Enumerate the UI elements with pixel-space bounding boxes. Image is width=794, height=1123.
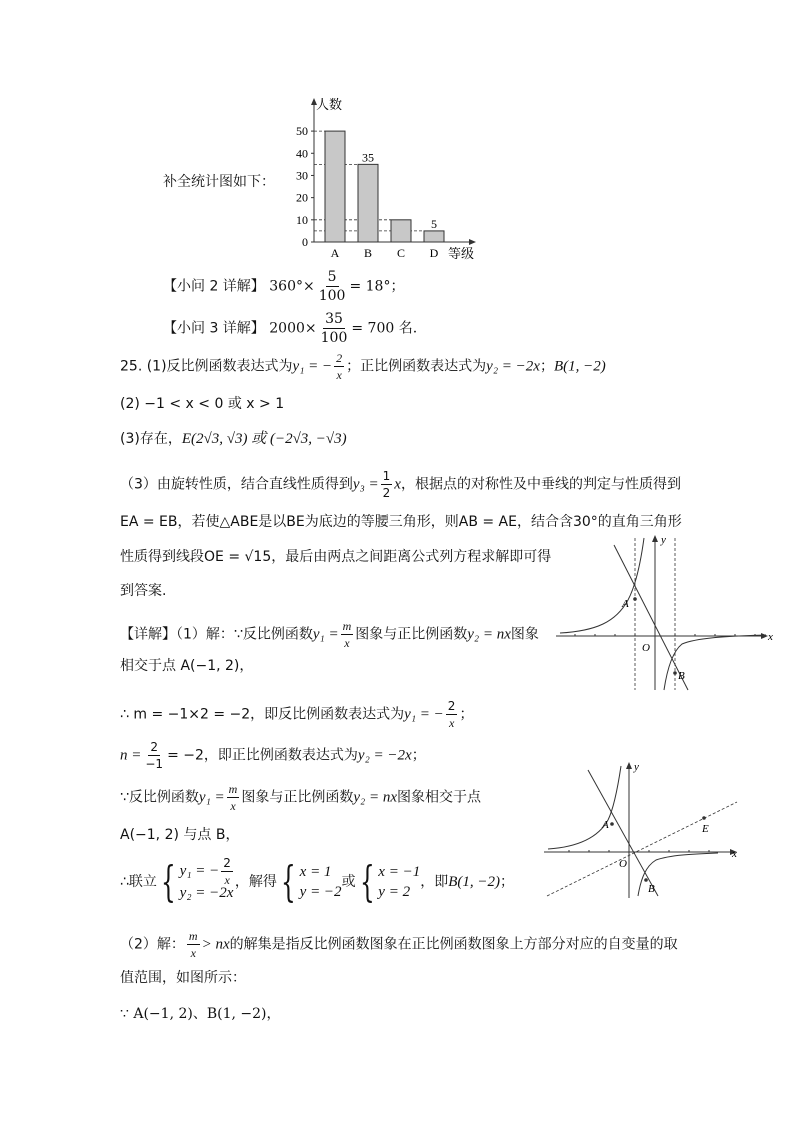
left-brace: { xyxy=(160,857,176,906)
label-O: O xyxy=(619,858,627,870)
l1-fraction xyxy=(334,352,344,381)
l11-y: y₂ = −2x xyxy=(357,747,412,764)
l10-c: ； xyxy=(459,706,474,723)
l11-den: −1 xyxy=(145,757,164,771)
answer-line-1 xyxy=(120,352,606,381)
l15-num: m xyxy=(188,929,198,943)
s3-a: x = −1 xyxy=(378,863,421,880)
q3-label: 【小问 3 详解】 xyxy=(163,320,265,337)
s1-num: 2 xyxy=(223,855,231,870)
l15-den: x xyxy=(190,946,196,960)
point-A xyxy=(633,597,637,601)
s2-b: y = −2 xyxy=(299,883,342,900)
y-tick-label-10: 10 xyxy=(296,212,308,227)
l11-fraction xyxy=(143,741,165,770)
l3-a: (3)存在， xyxy=(120,431,182,447)
detail-line-2: 相交于点 A(−1, 2)， xyxy=(120,658,254,674)
bar-B xyxy=(358,164,378,242)
l1-b: ；正比例函数表达式为 xyxy=(346,358,487,375)
hyperbola-left-branch xyxy=(560,538,644,633)
q2-a: 360°× xyxy=(269,278,315,295)
label-y: y xyxy=(661,534,666,546)
q2-line xyxy=(163,270,404,303)
l12-c: 图象相交于点 xyxy=(397,789,481,806)
label-y: y xyxy=(634,761,639,773)
y-tick-label-20: 20 xyxy=(296,190,308,205)
x-tick-label-A: A xyxy=(330,246,340,260)
l8-a: 【详解】（1）解：∵反比例函数 xyxy=(120,626,313,643)
system-2 xyxy=(300,862,342,902)
analysis-line-4: 到答案. xyxy=(120,583,167,599)
l4-fraction xyxy=(381,470,393,499)
l11-b: = −2，即正比例函数表达式为 xyxy=(167,747,358,764)
q2-label: 【小问 2 详解】 xyxy=(163,278,265,295)
l4-a: （3）由旋转性质，结合直线性质得到 xyxy=(120,476,353,493)
l8-b: 图象与正比例函数 xyxy=(355,626,468,643)
label-x: x xyxy=(732,848,737,860)
l14-a: ∴联立 xyxy=(120,874,157,890)
l1-c: ； xyxy=(539,358,554,375)
label-O: O xyxy=(642,642,650,654)
l10-a: ∴ m = −1×2 = −2，即反比例函数表达式为 xyxy=(120,706,405,723)
l12-den: x xyxy=(230,799,236,813)
l8-fraction xyxy=(341,620,354,649)
l14-b: ，解得 xyxy=(234,874,277,890)
x-axis-arrow xyxy=(469,239,476,245)
system-1 xyxy=(179,855,235,904)
graph-1 xyxy=(556,530,778,695)
l12-fraction xyxy=(227,783,240,812)
q3-b: = 700 名. xyxy=(351,320,418,337)
q3-fraction xyxy=(319,312,350,345)
detail-line-1 xyxy=(120,620,539,649)
l14-or: 或 xyxy=(341,874,356,890)
s1-fraction xyxy=(221,857,233,886)
detail-line-7 xyxy=(120,855,514,906)
detail-line-3 xyxy=(120,700,473,729)
l15-b: 的解集是指反比例函数图象在正比例函数图象上方部分对应的自变量的取 xyxy=(229,936,678,953)
line-y2 xyxy=(614,545,688,690)
l8-y1: y₁ = xyxy=(312,626,339,643)
l12-a: ∵反比例函数 xyxy=(120,789,199,806)
q3-num: 35 xyxy=(325,311,343,327)
q3-line xyxy=(163,312,417,345)
s1-a: y₁ = − xyxy=(179,862,220,879)
point-B xyxy=(644,878,648,882)
l12-y: y₁ = xyxy=(198,789,225,806)
l12-y2: y₂ = nx xyxy=(353,789,397,806)
l11-num: 2 xyxy=(150,740,159,754)
l1-y1: y₁ = − xyxy=(292,358,333,375)
bar-chart xyxy=(280,92,480,262)
l11-c: ； xyxy=(411,747,426,764)
point-B xyxy=(673,671,677,675)
line-y3 xyxy=(547,802,737,896)
q3-a: 2000× xyxy=(269,320,317,337)
l14-c: ，即 xyxy=(420,874,449,890)
l10-den: x xyxy=(448,716,455,730)
detail-line-6: A(−1, 2) 与点 B， xyxy=(120,827,240,843)
label-A: A xyxy=(602,819,609,831)
analysis-line-3: 性质得到线段OE = √15，最后由两点之间距离公式列方程求解即可得 xyxy=(120,549,552,565)
l12-b: 图象与正比例函数 xyxy=(241,789,354,806)
answer-line-3 xyxy=(120,429,347,449)
label-B: B xyxy=(648,883,655,895)
l15-fraction xyxy=(187,930,200,959)
bar-A xyxy=(325,131,345,242)
y-tick-label-30: 30 xyxy=(296,168,308,183)
l4-x: x xyxy=(394,476,401,493)
q2-b: = 18°； xyxy=(349,278,405,295)
y-tick-label-50: 50 xyxy=(296,124,308,139)
point-E xyxy=(702,816,706,820)
x-tick-label-B: B xyxy=(363,246,373,260)
x-axis-label: 等级 xyxy=(448,246,475,261)
l3-b: E(2√3, √3) 或 (−2√3, −√3) xyxy=(181,431,347,447)
line-y2 xyxy=(588,770,658,896)
analysis-line-1 xyxy=(120,470,681,499)
q2-fraction xyxy=(317,270,348,303)
l1-y2: y₂ = −2x xyxy=(486,358,540,375)
s2-a: x = 1 xyxy=(299,863,332,880)
data-label-D: 5 xyxy=(431,216,437,231)
detail-line-10: ∵ A(−1, 2)、B(1, −2)， xyxy=(120,1006,281,1022)
x-tick-label-C: C xyxy=(396,246,406,260)
q3-den: 100 xyxy=(320,330,348,346)
point-A xyxy=(610,822,614,826)
graph-2 xyxy=(542,758,742,900)
l14-B: B(1, −2) xyxy=(448,874,500,890)
l4-num: 1 xyxy=(382,469,391,483)
q2-den: 100 xyxy=(318,288,346,304)
l11-a: n = xyxy=(120,747,142,764)
detail-line-8 xyxy=(120,930,678,959)
s1-b: y₂ = −2x xyxy=(179,884,234,901)
detail-line-5 xyxy=(120,783,481,812)
left-brace-2: { xyxy=(280,857,296,906)
y-axis-arrow xyxy=(652,535,658,542)
l15-ineq: > nx xyxy=(201,936,230,953)
l4-den: 2 xyxy=(382,486,391,500)
l8-num: m xyxy=(342,619,352,633)
l15-a: （2）解： xyxy=(120,936,185,953)
y-axis-arrow xyxy=(626,762,632,769)
label-B: B xyxy=(678,670,685,682)
y-tick-label-0: 0 xyxy=(302,235,308,249)
l10-fraction xyxy=(446,700,458,729)
l4-y3: y₃ = xyxy=(352,476,379,493)
chart-caption: 补全统计图如下： xyxy=(163,174,275,190)
data-label-B: 35 xyxy=(362,150,374,165)
l10-num: 2 xyxy=(447,699,456,713)
left-brace-3: { xyxy=(359,857,375,906)
bar-D xyxy=(424,231,444,242)
l10-y: y₁ = − xyxy=(404,706,444,723)
l1-num: 2 xyxy=(336,351,343,365)
l1-den: x xyxy=(336,368,342,382)
x-tick-label-D: D xyxy=(429,246,439,260)
l12-num: m xyxy=(228,782,238,796)
s1-den: x xyxy=(224,872,230,887)
l8-c: 图象 xyxy=(510,626,539,643)
q2-num: 5 xyxy=(327,269,337,285)
l4-b: ，根据点的对称性及中垂线的判定与性质得到 xyxy=(400,476,681,493)
l14-d: ； xyxy=(499,874,514,890)
label-E: E xyxy=(702,823,709,835)
detail-line-4 xyxy=(120,741,426,770)
s3-b: y = 2 xyxy=(378,883,411,900)
y-axis-label: 人数 xyxy=(316,97,343,112)
system-3 xyxy=(378,862,420,902)
l1-B: B(1, −2) xyxy=(553,358,606,375)
l8-y2: y₂ = nx xyxy=(467,626,511,643)
label-x: x xyxy=(768,631,773,643)
detail-line-9: 值范围，如图所示： xyxy=(120,970,246,986)
hyperbola-left-branch xyxy=(548,766,621,849)
label-A: A xyxy=(622,598,629,610)
bar-C xyxy=(391,220,411,242)
analysis-line-2: EA = EB，若使△ABE是以BE为底边的等腰三角形，则AB = AE，结合含30°的直角三角形 xyxy=(120,514,682,530)
l8-den: x xyxy=(344,636,350,650)
answer-line-2: (2) −1 < x < 0 或 x > 1 xyxy=(120,396,285,412)
l1-a: 25. (1)反比例函数表达式为 xyxy=(120,358,293,375)
y-tick-label-40: 40 xyxy=(296,146,308,161)
x-axis-arrow xyxy=(761,633,768,639)
